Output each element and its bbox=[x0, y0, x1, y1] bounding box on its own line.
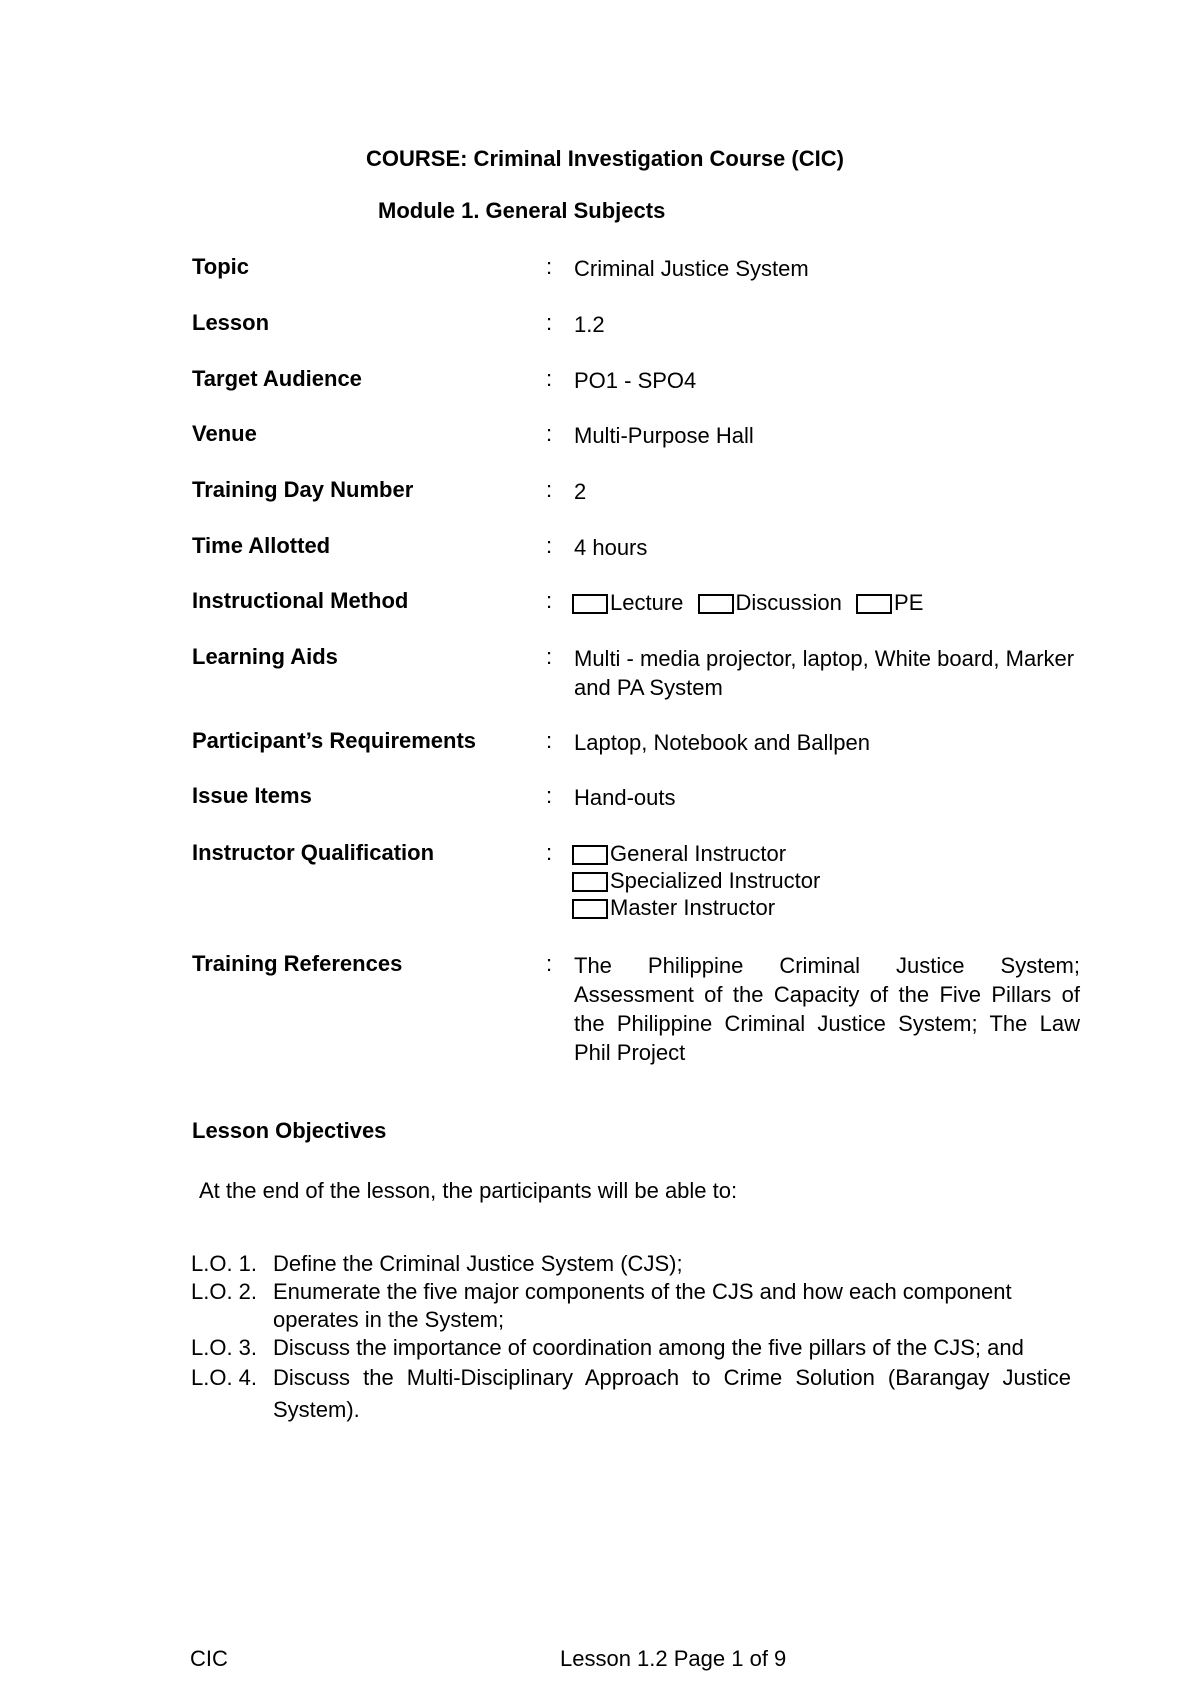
option-label: Master Instructor bbox=[610, 895, 776, 920]
field-colon: : bbox=[546, 366, 553, 391]
method-option-discussion[interactable] bbox=[700, 590, 842, 615]
field-label: Venue bbox=[192, 421, 257, 446]
instructional-method-options bbox=[574, 588, 1080, 617]
qualification-option-general[interactable] bbox=[574, 840, 1080, 867]
field-label: Training Day Number bbox=[192, 477, 414, 502]
field-label: Instructional Method bbox=[192, 588, 409, 613]
checkbox-lecture[interactable] bbox=[572, 594, 608, 614]
objective-text: Discuss the importance of coordination among the five pillars of the CJS; and bbox=[273, 1335, 1024, 1360]
field-colon: : bbox=[546, 728, 553, 753]
field-value: 4 hours bbox=[574, 535, 648, 560]
option-label: PE bbox=[894, 590, 924, 615]
method-option-pe[interactable] bbox=[858, 590, 923, 615]
field-colon: : bbox=[546, 254, 553, 279]
objective-number: L.O. 3. bbox=[191, 1335, 258, 1360]
objective-item bbox=[191, 1250, 1071, 1278]
objective-text: Define the Criminal Justice System (CJS); bbox=[273, 1251, 683, 1276]
field-label: Training References bbox=[192, 951, 403, 976]
field-value: PO1 - SPO4 bbox=[574, 368, 697, 393]
field-value: Hand-outs bbox=[574, 785, 676, 810]
checkbox-discussion[interactable] bbox=[698, 594, 734, 614]
field-value: Criminal Justice System bbox=[574, 256, 809, 281]
footer-course-code: CIC bbox=[190, 1646, 228, 1671]
qualification-option-specialized[interactable] bbox=[574, 867, 1080, 894]
field-colon: : bbox=[546, 951, 553, 976]
field-value: The Philippine Criminal Justice System; Assessment of the Capacity of the Five Pillars of the Philippine Criminal Justice System; The Law Phil Project bbox=[574, 953, 1080, 1065]
field-label: Time Allotted bbox=[192, 533, 331, 558]
field-label: Learning Aids bbox=[192, 644, 338, 669]
field-colon: : bbox=[546, 840, 553, 865]
lesson-objectives-heading: Lesson Objectives bbox=[192, 1118, 387, 1143]
method-option-lecture[interactable] bbox=[574, 590, 683, 615]
objective-number: L.O. 4. bbox=[191, 1365, 258, 1390]
course-title: COURSE: Criminal Investigation Course (CIC) bbox=[366, 146, 844, 171]
field-value: Multi-Purpose Hall bbox=[574, 423, 754, 448]
module-title: Module 1. General Subjects bbox=[378, 198, 666, 223]
checkbox-specialized-instructor[interactable] bbox=[572, 872, 608, 892]
field-label: Issue Items bbox=[192, 783, 312, 808]
option-label: General Instructor bbox=[610, 841, 787, 866]
field-colon: : bbox=[546, 644, 553, 669]
objective-item bbox=[191, 1278, 1071, 1334]
checkbox-general-instructor[interactable] bbox=[572, 845, 608, 865]
field-colon: : bbox=[546, 588, 553, 613]
field-label: Topic bbox=[192, 254, 250, 279]
qualification-option-master[interactable] bbox=[574, 894, 1080, 921]
objectives-list bbox=[191, 1250, 1071, 1426]
field-value: 1.2 bbox=[574, 312, 605, 337]
objective-text: Enumerate the five major components of the CJS and how each component operates in the System; bbox=[273, 1279, 1012, 1332]
instructor-qualification-options bbox=[574, 840, 1080, 921]
field-colon: : bbox=[546, 533, 553, 558]
field-colon: : bbox=[546, 477, 553, 502]
field-colon: : bbox=[546, 310, 553, 335]
objectives-intro: At the end of the lesson, the participants will be able to: bbox=[199, 1178, 738, 1203]
footer-page-number: Lesson 1.2 Page 1 of 9 bbox=[560, 1646, 787, 1671]
field-colon: : bbox=[546, 783, 553, 808]
objective-item bbox=[191, 1334, 1071, 1362]
option-label: Specialized Instructor bbox=[610, 868, 821, 893]
field-label: Instructor Qualification bbox=[192, 840, 435, 865]
objective-item bbox=[191, 1362, 1071, 1426]
field-value: 2 bbox=[574, 479, 587, 504]
field-label: Lesson bbox=[192, 310, 270, 335]
objective-text: Discuss the Multi-Disciplinary Approach to Crime Solution (Barangay Justice System). bbox=[273, 1365, 1071, 1422]
checkbox-pe[interactable] bbox=[856, 594, 892, 614]
field-value: Laptop, Notebook and Ballpen bbox=[574, 730, 871, 755]
option-label: Lecture bbox=[610, 590, 684, 615]
field-value: Multi - media projector, laptop, White board, Marker and PA System bbox=[574, 646, 1075, 700]
field-colon: : bbox=[546, 421, 553, 446]
option-label: Discussion bbox=[735, 590, 842, 615]
checkbox-master-instructor[interactable] bbox=[572, 899, 608, 919]
objective-number: L.O. 2. bbox=[191, 1279, 258, 1304]
field-label: Participant’s Requirements bbox=[192, 728, 477, 753]
objective-number: L.O. 1. bbox=[191, 1251, 258, 1276]
field-label: Target Audience bbox=[192, 366, 362, 391]
